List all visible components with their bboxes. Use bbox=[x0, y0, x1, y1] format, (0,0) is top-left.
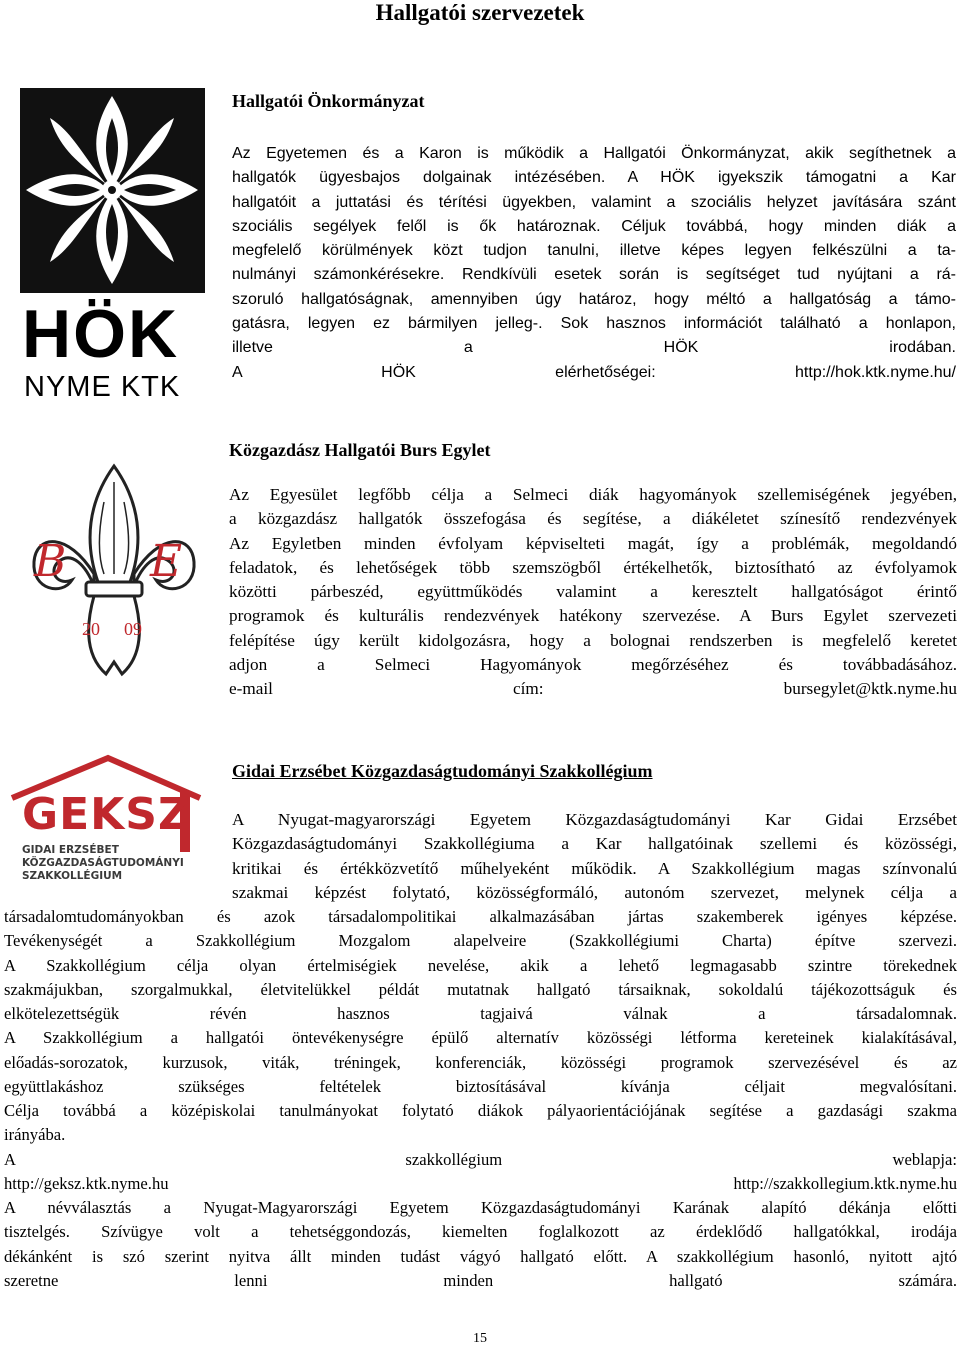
hok-logo bbox=[20, 88, 205, 406]
text-line: programok és kulturális rendezvények hatékony szervezése. A Burs Egylet szervezeti bbox=[229, 606, 957, 626]
burs-email-link[interactable]: e-mail cím: bursegylet@ktk.nyme.hu bbox=[229, 679, 957, 699]
text-line: a közgazdász hallgatók összefogása és segítése, a diákéletet színesítő rendezvények bbox=[229, 509, 957, 529]
text-line: szeretne lenni minden hallgató számára. bbox=[4, 1270, 957, 1290]
text-line: tisztelgés. Szívügye volt a tehetséggondozás, kiemelten foglalkozott az érdeklődő hallgatókkal, irodája bbox=[4, 1222, 957, 1242]
hok-paragraph bbox=[232, 142, 956, 385]
text-line: dékánként is szó szerint nyitva állt minden tudást vágyó hallgató előtt. A szakkollégium hasonló, nyitott ajtó bbox=[4, 1246, 957, 1266]
geksz-logo-line3: SZAKKOLLÉGIUM bbox=[22, 870, 123, 882]
text-line: szakmai képzést folytató, közösségformáló, autonóm szervezet, melynek célja a bbox=[232, 882, 957, 902]
burs-logo-letter-b: B bbox=[34, 536, 67, 587]
text-line: előadás-sorozatok, kurzusok, viták, tréningek, konferenciák, közösségi programok szervezésével és az bbox=[4, 1052, 957, 1072]
text-line: gatásra, legyen ez bármilyen jelleg-. Sok hasznos információt található a honlapon, bbox=[232, 315, 956, 333]
burs-logo-year-left: 20 bbox=[82, 619, 100, 639]
hok-contact-link[interactable]: A HÖK elérhetőségei: http://hok.ktk.nyme.hu/ bbox=[232, 363, 956, 381]
burs-logo-letter-e: E bbox=[150, 536, 183, 587]
text-line: kritikai és értékközvetítő műhelyeként működik. A Szakkollégium magas színvonalú bbox=[232, 858, 957, 878]
text-line: felépítése úgy került kidolgozásra, hogy a bolognai rendszerben is megfelelő keretet bbox=[229, 630, 957, 650]
text-line: irányába. bbox=[4, 1125, 66, 1145]
text-line: A Szakkollégium a hallgatói öntevékenységre épülő alternatív közösségi létforma kereteinek kialakításával, bbox=[4, 1028, 957, 1048]
geksz-logo-line1: GIDAI ERZSÉBET bbox=[22, 844, 119, 856]
geksz-heading: Gidai Erzsébet Közgazdaságtudományi Szakkollégium bbox=[232, 761, 653, 781]
burs-logo bbox=[28, 462, 200, 687]
text-line: Az Egyesület legfőbb célja a Selmeci diák hagyományok szellemiségének jegyében, bbox=[229, 485, 957, 504]
text-line: társadalomtudományokban és azok társadalompolitikai alkalmazásában jártas szakemberek igényes képzése. bbox=[4, 907, 957, 926]
geksz-logo bbox=[8, 752, 203, 892]
text-line: adjon a Selmeci Hagyományok megőrzéséhez és továbbadásához. bbox=[229, 655, 957, 675]
text-line: illetve a HÖK irodában. bbox=[232, 339, 956, 357]
geksz-weblinks[interactable]: http://geksz.ktk.nyme.hu http://szakkollegium.ktk.nyme.hu bbox=[4, 1173, 957, 1193]
text-line: szoruló hallgatóságnak, amennyiben úgy határoz, hogy méltó a hallgatóság a támo- bbox=[232, 290, 956, 308]
geksz-logo-text: GEKSZ bbox=[22, 789, 191, 840]
text-line: hallgatóit a juttatási és térítési ügyekben, valamint a szociális helyzet javítására szánt bbox=[232, 193, 956, 211]
text-line: Az Egyletben minden évfolyam képviselteti magát, így a problémák, megoldandó bbox=[229, 533, 957, 553]
text-line: Közgazdaságtudományi Szakkollégiuma a Kar hallgatóinak szellemi és közösségi, bbox=[232, 834, 957, 854]
text-line: hallgatók ügyesbajos dolgainak intézésében. A HÖK igyekszik támogatni a Kar bbox=[232, 169, 956, 187]
geksz-intro-paragraph bbox=[232, 808, 957, 905]
text-line: Tevékenységét a Szakkollégium Mozgalom alapelveire (Szakkollégiumi Charta) építve szervezi. bbox=[4, 931, 957, 951]
burs-logo-year-right: 09 bbox=[124, 619, 142, 639]
text-line: A Nyugat-magyarországi Egyetem Közgazdaságtudományi Kar Gidai Erzsébet bbox=[232, 810, 957, 829]
text-line: feladatok, és lehetőségek több szemszögből értékelhetők, biztosítható az évfolyamok bbox=[229, 557, 957, 577]
hok-logo-text: HÖK bbox=[22, 296, 180, 372]
text-line: elkötelezettségük révén hasznos tagjaivá válnak a társadalomnak. bbox=[4, 1004, 957, 1023]
text-line: megfelelő körülmények közt tudjon tanulni, illetve képes legyen felkészülni a ta- bbox=[232, 242, 956, 260]
text-line: Az Egyetemen és a Karon is működik a Hallgatói Önkormányzat, akik segíthetnek a bbox=[232, 145, 956, 162]
text-line: A Szakkollégium célja olyan értelmiségiek nevelése, akik a lehető legmagasabb szintre törekednek bbox=[4, 955, 957, 975]
geksz-body bbox=[4, 905, 957, 1293]
burs-paragraph bbox=[229, 483, 957, 702]
text-line: A szakkollégium weblapja: bbox=[4, 1149, 957, 1169]
text-line: Célja továbbá a középiskolai tanulmányokat folytató diákok pályaorientációjának segítése a gazdasági szakma bbox=[4, 1101, 957, 1120]
page-number: 15 bbox=[473, 1331, 487, 1346]
burs-heading: Közgazdász Hallgatói Burs Egylet bbox=[229, 440, 491, 460]
text-line: közötti párbeszéd, együttműködés valamint a keresztelt hallgatóságot érintő bbox=[229, 582, 957, 602]
text-line: szociális segélyek felől is ők határoznak. Céljuk továbbá, hogy minden diák a bbox=[232, 217, 956, 235]
page-title: Hallgatói szervezetek bbox=[375, 0, 585, 25]
text-line: együttlakáshoz szükséges feltételek biztosításával kívánja céljait megvalósítani. bbox=[4, 1076, 957, 1096]
geksz-logo-line2: KÖZGAZDASÁGTUDOMÁNYI bbox=[22, 857, 184, 869]
text-line: A névválasztás a Nyugat-Magyarországi Egyetem Közgazdaságtudományi Karának alapító dékánja előtti bbox=[4, 1198, 957, 1217]
text-line: nulmányi számonkérésekre. Rendkívüli esetek során is segítséget tud nyújtani a rá- bbox=[232, 266, 956, 284]
hok-heading: Hallgatói Önkormányzat bbox=[232, 91, 425, 111]
hok-logo-subtext: NYME KTK bbox=[24, 371, 181, 403]
text-line: szakmájukban, szorgalmukkal, életvitelükkel példát mutatnak hallgató társaiknak, sokoldalú tájékozottságuk és bbox=[4, 979, 957, 999]
